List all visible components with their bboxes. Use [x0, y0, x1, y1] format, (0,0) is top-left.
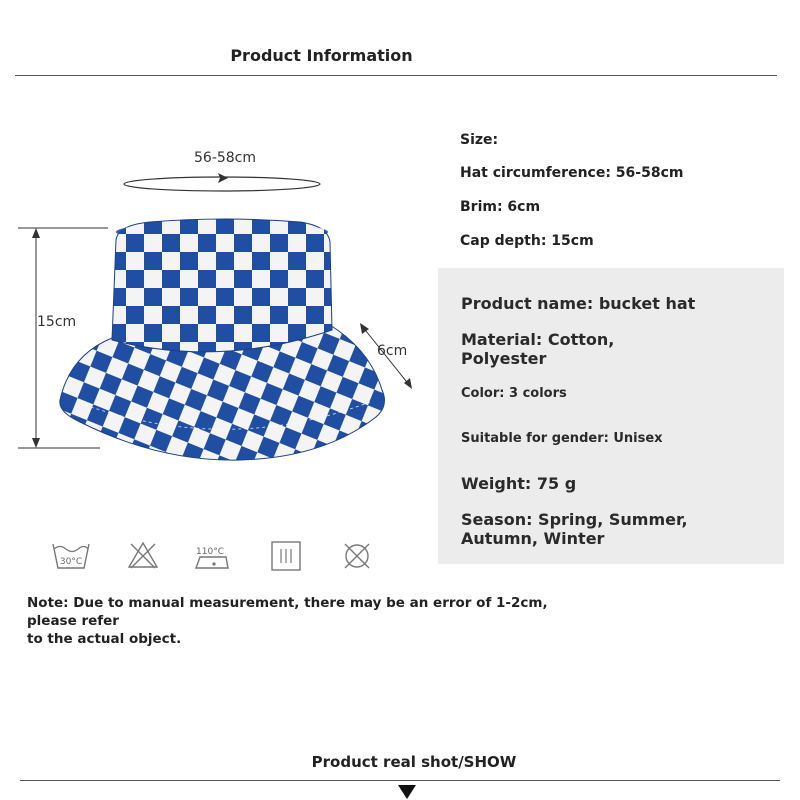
no-bleach-icon	[127, 540, 159, 570]
gender-info: Suitable for gender: Unisex	[461, 431, 663, 446]
bucket-hat-image	[0, 120, 430, 540]
season-line2: Autumn, Winter	[461, 529, 605, 548]
circumference-label: 56-58cm	[194, 150, 257, 166]
material-line1: Material: Cotton,	[461, 330, 615, 349]
size-heading: Size:	[460, 132, 499, 148]
spec-circumference: Hat circumference: 56-58cm	[460, 165, 684, 181]
note-line1: Note: Due to manual measurement, there may be an error of 1-2cm, please refer	[27, 595, 548, 629]
height-label: 15cm	[37, 314, 77, 330]
footer-divider	[20, 780, 780, 781]
divider	[15, 75, 777, 76]
wash-30-icon	[50, 538, 92, 572]
material-line2: Polyester	[461, 349, 547, 368]
iron-temp-label: 110°C	[196, 547, 224, 557]
iron-110-icon	[190, 540, 234, 572]
product-name: Product name: bucket hat	[461, 294, 696, 313]
wash-temp-label: 30°C	[59, 557, 83, 567]
note-line2: to the actual object.	[27, 631, 182, 647]
color-info: Color: 3 colors	[461, 386, 567, 401]
tumble-dry-icon	[270, 540, 302, 572]
no-dry-clean-icon	[341, 540, 373, 572]
spec-cap-depth: Cap depth: 15cm	[460, 233, 594, 249]
section-title: Product Information	[230, 46, 413, 65]
down-arrow-icon	[398, 785, 416, 799]
footer-title: Product real shot/SHOW	[311, 753, 517, 771]
brim-label: 6cm	[377, 343, 408, 359]
spec-brim: Brim: 6cm	[460, 199, 541, 215]
measurement-note	[27, 594, 597, 648]
season-line1: Season: Spring, Summer,	[461, 510, 688, 529]
weight-info: Weight: 75 g	[461, 474, 577, 493]
